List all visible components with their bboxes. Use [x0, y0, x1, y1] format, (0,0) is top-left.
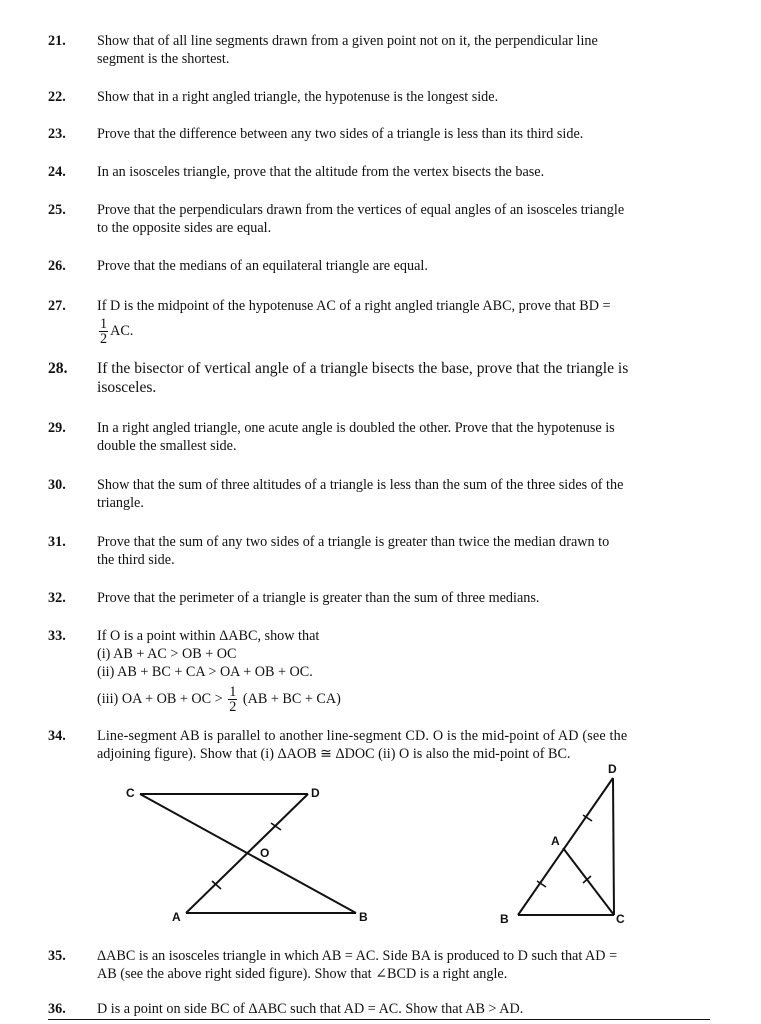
- question-part-iii: (iii) OA + OB + OC > $\frac{1}{2}$ (AB + BC + CA): [97, 684, 341, 715]
- question-number: 26.: [48, 258, 66, 274]
- question-text: segment is the shortest.: [97, 51, 230, 67]
- question-text: Show that the sum of three altitudes of a triangle is less than the sum of the three sides of the: [97, 477, 624, 493]
- question-number: 23.: [48, 126, 66, 142]
- question-number: 35.: [48, 948, 66, 964]
- segment-ac: [563, 848, 614, 915]
- fraction-half: $\frac{1}{2}$: [229, 684, 237, 715]
- footer-rule: [48, 1019, 710, 1020]
- question-text: Prove that the difference between any two sides of a triangle is less than its third side.: [97, 126, 584, 142]
- label-a: A: [172, 910, 181, 924]
- question-text: Prove that the perimeter of a triangle is greater than the sum of three medians.: [97, 590, 540, 606]
- question-text: If O is a point within ΔABC, show that: [97, 628, 320, 644]
- question-part-i: (i) AB + AC > OB + OC: [97, 646, 237, 662]
- label-d: D: [608, 762, 617, 776]
- question-number: 30.: [48, 477, 66, 493]
- figure-parallel-segments: [120, 780, 368, 930]
- question-number: 27.: [48, 298, 66, 314]
- label-a: A: [551, 834, 560, 848]
- question-text: Prove that the perpendiculars drawn from the vertices of equal angles of an isosceles triangle: [97, 202, 625, 218]
- label-b: B: [500, 912, 509, 926]
- question-text: Show that of all line segments drawn from a given point not on it, the perpendicular line: [97, 33, 598, 49]
- question-text: isosceles.: [97, 379, 157, 396]
- label-d: D: [311, 786, 320, 800]
- question-number: 32.: [48, 590, 66, 606]
- figure-right-triangle: [494, 760, 644, 930]
- question-text: the third side.: [97, 552, 175, 568]
- fraction-half: $\frac{1}{2}$: [100, 316, 108, 347]
- question-text: to the opposite sides are equal.: [97, 220, 272, 236]
- question-text: triangle.: [97, 495, 144, 511]
- question-number: 25.: [48, 202, 66, 218]
- question-text: Prove that the medians of an equilateral triangle are equal.: [97, 258, 428, 274]
- question-text: double the smallest side.: [97, 438, 237, 454]
- segment-cb: [140, 794, 356, 913]
- question-number: 21.: [48, 33, 66, 49]
- label-o: O: [260, 846, 270, 860]
- label-c: C: [126, 786, 135, 800]
- question-text: Show that in a right angled triangle, the hypotenuse is the longest side.: [97, 89, 499, 105]
- question-text: AB (see the above right sided figure). Show that ∠BCD is a right angle.: [97, 966, 508, 982]
- question-number: 24.: [48, 164, 66, 180]
- question-number: 28.: [48, 360, 68, 377]
- question-number: 22.: [48, 89, 66, 105]
- question-text: AC.: [110, 322, 134, 339]
- question-number: 31.: [48, 534, 66, 550]
- question-number: 29.: [48, 420, 66, 436]
- question-text: In a right angled triangle, one acute angle is doubled the other. Prove that the hypotenuse is: [97, 420, 615, 436]
- question-text: Prove that the sum of any two sides of a triangle is greater than twice the median drawn to: [97, 534, 610, 550]
- label-c: C: [616, 912, 625, 926]
- question-text: In an isosceles triangle, prove that the altitude from the vertex bisects the base.: [97, 164, 545, 180]
- question-number: 36.: [48, 1001, 66, 1017]
- question-text: ΔABC is an isosceles triangle in which AB = AC. Side BA is produced to D such that AD =: [97, 948, 618, 964]
- question-text: If the bisector of vertical angle of a triangle bisects the base, prove that the triangle is: [97, 360, 629, 377]
- question-number: 34.: [48, 728, 66, 744]
- question-text: D is a point on side BC of ΔABC such that AD = AC. Show that AB > AD.: [97, 1001, 524, 1017]
- question-text: Line-segment AB is parallel to another line-segment CD. O is the mid-point of AD (see the: [97, 728, 628, 744]
- question-text: adjoining figure). Show that (i) ΔAOB ≅ ΔDOC (ii) O is also the mid-point of BC.: [97, 746, 571, 762]
- question-text: If D is the midpoint of the hypotenuse AC of a right angled triangle ABC, prove that BD =: [97, 298, 611, 314]
- question-number: 33.: [48, 628, 66, 644]
- question-part-ii: (ii) AB + BC + CA > OA + OB + OC.: [97, 664, 313, 680]
- segment-dc: [613, 778, 614, 915]
- label-b: B: [359, 910, 368, 924]
